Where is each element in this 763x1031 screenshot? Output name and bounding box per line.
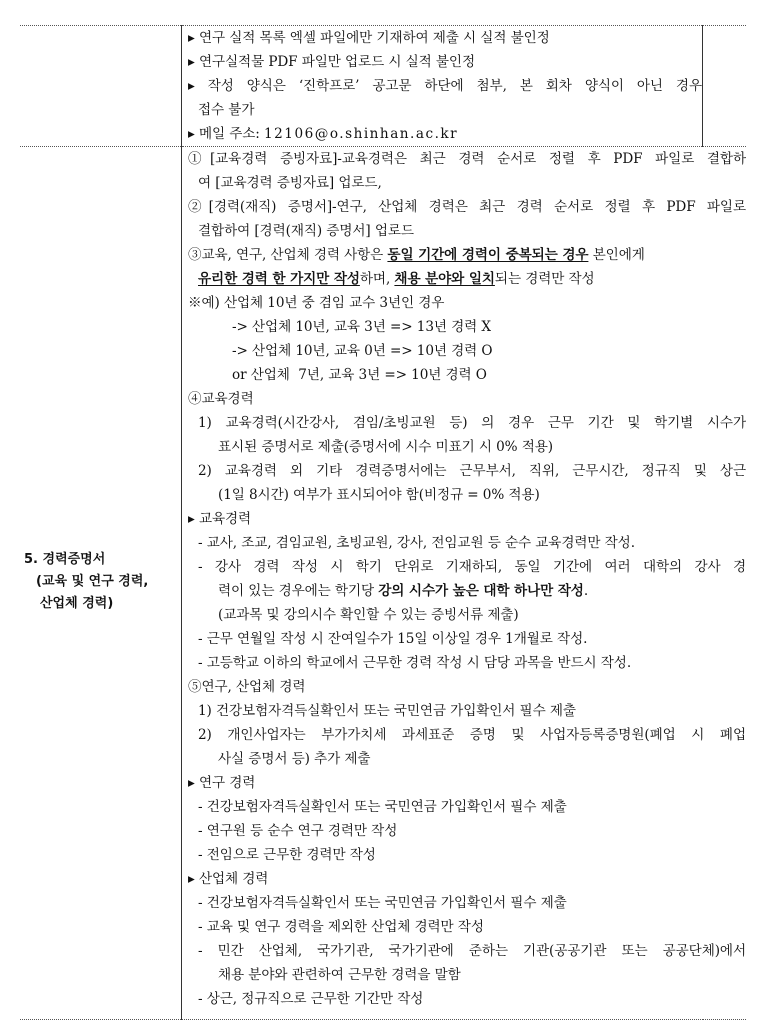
row1-right-cell [703,26,747,147]
note-line-2: ▸ 연구실적물 PDF 파일만 업로드 시 실적 불인정 [188,54,475,70]
edu-bullet-2-text-c: . [583,583,589,599]
research-bullet-3: - 전임으로 근무한 경력만 작성 [198,847,376,863]
industry-bullet-4: - 상근, 정규직으로 근무한 기간만 작성 [198,991,424,1007]
section-label-line-3: 산업체 경력) [40,596,114,611]
item5-2-line-2: 사실 증명서 등) 추가 제출 [218,751,371,767]
mail-label: ▸ 메일 주소: [188,126,264,142]
research-bullet-2: - 연구원 등 순수 연구 경력만 작성 [198,823,398,839]
item5-1: 1) 건강보험자격득실확인서 또는 국민연금 가입확인서 필수 제출 [198,703,576,719]
item3-line-1 [188,243,746,267]
industry-bullet-2: - 교육 및 연구 경력을 제외한 산업체 경력만 작성 [198,919,484,935]
table-row-submission-notes [20,26,746,147]
edu-header: ▸ 교육경력 [188,511,252,527]
document-table [20,25,746,1020]
item4-2-line-2: (1일 8시간) 여부가 표시되어야 함(비정규 = 0% 적용) [218,487,540,503]
example-line-1: -> 산업체 10년, 교육 3년 => 13년 경력 X [232,319,491,335]
example-line-2: -> 산업체 10년, 교육 0년 => 10년 경력 O [232,343,493,359]
mail-line [188,122,702,146]
edu-bullet-4: - 고등학교 이하의 학교에서 근무한 경력 작성 시 담당 과목을 반드시 작성. [198,655,632,671]
item3-text-c: 본인에게 [588,247,645,263]
row2-label-cell [20,147,182,1020]
edu-bullet-2-line-1: - 강사 경력 작성 시 학기 단위로 기재하되, 동일 기간에 여러 대학의 강사 경 [198,559,746,575]
section-label-line-2: (교육 및 연구 경력, [36,574,149,589]
item2-line-2: 결합하여 [경력(재직) 증명서] 업로드 [198,223,414,239]
item2-line-1: ②[경력(재직) 증명서]-연구, 산업체 경력은 최근 경력 순서로 정렬 후 PDF 파일로 [188,199,746,215]
item3-emphasis-one-career: 유리한 경력 한 가지만 작성 [198,271,360,287]
edu-bullet-2-line-3: (교과목 및 강의시수 확인할 수 있는 증빙서류 제출) [218,607,519,623]
item3-line-2 [188,267,746,291]
section-label [24,549,174,615]
item3-emphasis-overlap: 동일 기간에 경력이 중복되는 경우 [387,247,589,263]
edu-bullet-3: - 근무 연월일 작성 시 잔여일수가 15일 이상일 경우 1개월로 작성. [198,631,588,647]
research-bullet-1: - 건강보험자격득실확인서 또는 국민연금 가입확인서 필수 제출 [198,799,567,815]
example-title: ※예) 산업체 10년 중 겸임 교수 3년인 경우 [188,295,445,311]
item4-2-line-1: 2) 교육경력 외 기타 경력증명서에는 근무부서, 직위, 근무시간, 정규직 및 상근 [198,463,746,479]
note-line-1: ▸ 연구 실적 목록 엑셀 파일에만 기재하여 제출 시 실적 불인정 [188,30,550,46]
mail-address: 12106@o.shinhan.ac.kr [264,126,459,142]
industry-bullet-3-line-1: - 민간 산업체, 국가기관, 국가기관에 준하는 기관(공공기관 또는 공공단체)에서 [198,943,746,959]
item5-title: ⑤연구, 산업체 경력 [188,679,306,695]
row1-content-cell [182,26,703,147]
row1-label-cell [20,26,182,147]
item3-text-g: 되는 경력만 작성 [494,271,595,287]
edu-bullet-2-emphasis: 강의 시수가 높은 대학 하나만 작성 [378,583,584,599]
note-line-4: 접수 불가 [198,102,255,118]
item3-emphasis-field-match: 채용 분야와 일치 [394,271,495,287]
item3-text-a: ③교육, 연구, 산업체 경력 사항은 [188,247,388,263]
example-line-3: or 산업체 7년, 교육 3년 => 10년 경력 O [232,367,487,383]
edu-bullet-2-line-2 [188,579,746,603]
item1-line-2: 여 [교육경력 증빙자료] 업로드, [198,175,382,191]
row2-content-cell [182,147,747,1020]
research-header: ▸ 연구 경력 [188,775,256,791]
item5-2-line-1: 2) 개인사업자는 부가가치세 과세표준 증명 및 사업자등록증명원(폐업 시 폐업 [198,727,746,743]
industry-header: ▸ 산업체 경력 [188,871,269,887]
item3-text-e: 하며, [359,271,395,287]
edu-bullet-2-text-a: 력이 있는 경우에는 학기당 [218,583,379,599]
industry-bullet-3-line-2: 채용 분야와 관련하여 근무한 경력을 말함 [218,967,461,983]
table-row-career-certificate [20,147,746,1020]
item4-1-line-1: 1) 교육경력(시간강사, 겸임/초빙교원 등) 의 경우 근무 기간 및 학기별 시수가 [198,415,746,431]
note-line-3: ▸ 작성 양식은 ‘진학프로’ 공고문 하단에 첨부, 본 회차 양식이 아닌 경우 [188,78,702,94]
industry-bullet-1: - 건강보험자격득실확인서 또는 국민연금 가입확인서 필수 제출 [198,895,567,911]
section-label-line-1: 5. 경력증명서 [24,552,106,567]
edu-bullet-1: - 교사, 조교, 겸임교원, 초빙교원, 강사, 전임교원 등 순수 교육경력만 작성. [198,535,635,551]
item4-1-line-2: 표시된 증명서로 제출(증명서에 시수 미표기 시 0% 적용) [218,439,553,455]
item4-title: ④교육경력 [188,391,254,407]
item1-line-1: ①[교육경력 증빙자료]-교육경력은 최근 경력 순서로 정렬 후 PDF 파일로 결합하 [188,151,746,167]
